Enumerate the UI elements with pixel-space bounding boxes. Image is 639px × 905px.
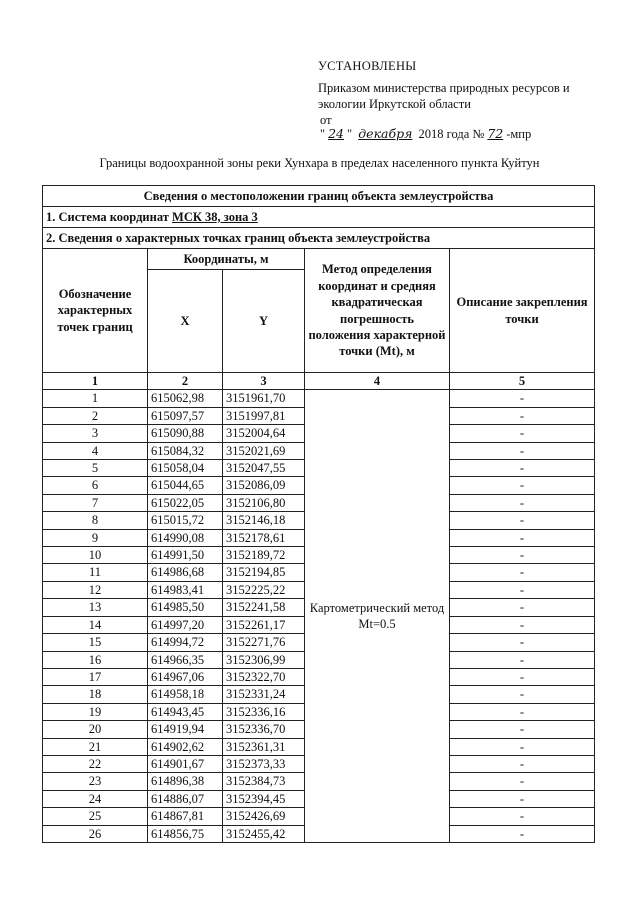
point-number-cell: 12 (43, 581, 148, 598)
approval-number: 72 (487, 126, 504, 141)
point-number-cell: 4 (43, 442, 148, 459)
point-number-cell: 8 (43, 512, 148, 529)
point-number-cell: 1 (43, 390, 148, 407)
y-coordinate-cell: 3152373,33 (223, 755, 305, 772)
table-row (43, 390, 595, 407)
col-number: 3 (223, 373, 305, 390)
y-coordinate-cell: 3152261,17 (223, 616, 305, 633)
col-number: 1 (43, 373, 148, 390)
x-coordinate-cell: 614919,94 (148, 721, 223, 738)
point-number-cell: 19 (43, 703, 148, 720)
fixation-description-cell: - (450, 686, 595, 703)
x-coordinate-cell: 614901,67 (148, 755, 223, 772)
fixation-description-cell: - (450, 651, 595, 668)
col-header-point: Обозначение характерных точек границ (43, 249, 148, 373)
table-title: Сведения о местоположении границ объекта землеустройства (43, 186, 595, 207)
x-coordinate-cell: 614896,38 (148, 773, 223, 790)
y-coordinate-cell: 3152384,73 (223, 773, 305, 790)
x-coordinate-cell: 614986,68 (148, 564, 223, 581)
col-number: 2 (148, 373, 223, 390)
x-coordinate-cell: 615044,65 (148, 477, 223, 494)
column-numbers-row (43, 373, 595, 390)
x-coordinate-cell: 614966,35 (148, 651, 223, 668)
approval-block (318, 58, 618, 141)
fixation-description-cell: - (450, 825, 595, 842)
y-coordinate-cell: 3152004,64 (223, 425, 305, 442)
fixation-description-cell: - (450, 547, 595, 564)
coordinate-system-prefix: 1. Система координат (46, 209, 173, 224)
point-number-cell: 2 (43, 407, 148, 424)
y-coordinate-cell: 3152336,70 (223, 721, 305, 738)
order-line-2: экологии Иркутской области (318, 97, 471, 111)
x-coordinate-cell: 614856,75 (148, 825, 223, 842)
col-header-x: X (148, 270, 223, 373)
point-number-cell: 9 (43, 529, 148, 546)
x-coordinate-cell: 615090,88 (148, 425, 223, 442)
y-coordinate-cell: 3152086,09 (223, 477, 305, 494)
y-coordinate-cell: 3152336,16 (223, 703, 305, 720)
approval-title: УСТАНОВЛЕНЫ (318, 59, 417, 73)
col-number: 5 (450, 373, 595, 390)
point-number-cell: 20 (43, 721, 148, 738)
point-number-cell: 24 (43, 790, 148, 807)
col-header-y: Y (223, 270, 305, 373)
x-coordinate-cell: 615062,98 (148, 390, 223, 407)
point-number-cell: 5 (43, 460, 148, 477)
fixation-description-cell: - (450, 564, 595, 581)
point-number-cell: 18 (43, 686, 148, 703)
point-number-cell: 10 (43, 547, 148, 564)
approval-year: 2018 года № (418, 127, 485, 141)
coordinate-system-row (43, 207, 595, 228)
point-number-cell: 17 (43, 668, 148, 685)
y-coordinate-cell: 3152271,76 (223, 634, 305, 651)
fixation-description-cell: - (450, 808, 595, 825)
fixation-description-cell: - (450, 581, 595, 598)
coordinate-system-name: МСК 38, зона 3 (172, 209, 258, 224)
fixation-description-cell: - (450, 738, 595, 755)
x-coordinate-cell: 614990,08 (148, 529, 223, 546)
y-coordinate-cell: 3152178,61 (223, 529, 305, 546)
col-number: 4 (305, 373, 450, 390)
y-coordinate-cell: 3152426,69 (223, 808, 305, 825)
x-coordinate-cell: 615015,72 (148, 512, 223, 529)
y-coordinate-cell: 3152306,99 (223, 651, 305, 668)
point-number-cell: 7 (43, 494, 148, 511)
col-header-desc: Описание закрепления точки (450, 249, 595, 373)
x-coordinate-cell: 614994,72 (148, 634, 223, 651)
y-coordinate-cell: 3152189,72 (223, 547, 305, 564)
x-coordinate-cell: 615084,32 (148, 442, 223, 459)
x-coordinate-cell: 614958,18 (148, 686, 223, 703)
point-number-cell: 22 (43, 755, 148, 772)
order-line-1: Приказом министерства природных ресурсов и (318, 81, 570, 95)
fixation-description-cell: - (450, 442, 595, 459)
fixation-description-cell: - (450, 390, 595, 407)
point-number-cell: 14 (43, 616, 148, 633)
fixation-description-cell: - (450, 477, 595, 494)
x-coordinate-cell: 614983,41 (148, 581, 223, 598)
fixation-description-cell: - (450, 599, 595, 616)
fixation-description-cell: - (450, 425, 595, 442)
point-number-cell: 26 (43, 825, 148, 842)
fixation-description-cell: - (450, 755, 595, 772)
x-coordinate-cell: 614967,06 (148, 668, 223, 685)
fixation-description-cell: - (450, 616, 595, 633)
y-coordinate-cell: 3152455,42 (223, 825, 305, 842)
point-number-cell: 16 (43, 651, 148, 668)
y-coordinate-cell: 3152241,58 (223, 599, 305, 616)
point-number-cell: 13 (43, 599, 148, 616)
document-title: Границы водоохранной зоны реки Хунхара в пределах населенного пункта Куйтун (99, 156, 540, 170)
y-coordinate-cell: 3152194,85 (223, 564, 305, 581)
point-number-cell: 6 (43, 477, 148, 494)
y-coordinate-cell: 3152146,18 (223, 512, 305, 529)
x-coordinate-cell: 615022,05 (148, 494, 223, 511)
fixation-description-cell: - (450, 773, 595, 790)
x-coordinate-cell: 614902,62 (148, 738, 223, 755)
ot-label: от (320, 113, 332, 127)
fixation-description-cell: - (450, 668, 595, 685)
x-coordinate-cell: 614985,50 (148, 599, 223, 616)
points-section-title: 2. Сведения о характерных точках границ объекта землеустройства (43, 228, 595, 249)
x-coordinate-cell: 615097,57 (148, 407, 223, 424)
fixation-description-cell: - (450, 634, 595, 651)
y-coordinate-cell: 3152021,69 (223, 442, 305, 459)
x-coordinate-cell: 614997,20 (148, 616, 223, 633)
x-coordinate-cell: 614886,07 (148, 790, 223, 807)
x-coordinate-cell: 614991,50 (148, 547, 223, 564)
approval-suffix: -мпр (506, 127, 532, 141)
approval-date-row (318, 112, 618, 141)
y-coordinate-cell: 3152331,24 (223, 686, 305, 703)
y-coordinate-cell: 3152047,55 (223, 460, 305, 477)
point-number-cell: 25 (43, 808, 148, 825)
y-coordinate-cell: 3152322,70 (223, 668, 305, 685)
y-coordinate-cell: 3151961,70 (223, 390, 305, 407)
y-coordinate-cell: 3152394,45 (223, 790, 305, 807)
y-coordinate-cell: 3152225,22 (223, 581, 305, 598)
fixation-description-cell: - (450, 703, 595, 720)
y-coordinate-cell: 3151997,81 (223, 407, 305, 424)
fixation-description-cell: - (450, 494, 595, 511)
x-coordinate-cell: 614943,45 (148, 703, 223, 720)
method-cell: Картометрический метод Mt=0.5 (305, 390, 450, 843)
fixation-description-cell: - (450, 721, 595, 738)
y-coordinate-cell: 3152106,80 (223, 494, 305, 511)
approval-month: декабря (358, 126, 413, 141)
x-coordinate-cell: 614867,81 (148, 808, 223, 825)
fixation-description-cell: - (450, 512, 595, 529)
x-coordinate-cell: 615058,04 (148, 460, 223, 477)
fixation-description-cell: - (450, 460, 595, 477)
col-header-coords: Координаты, м (148, 249, 305, 270)
y-coordinate-cell: 3152361,31 (223, 738, 305, 755)
point-number-cell: 21 (43, 738, 148, 755)
point-number-cell: 11 (43, 564, 148, 581)
point-number-cell: 15 (43, 634, 148, 651)
col-header-method: Метод определения координат и средняя квадратическая погрешность положения характерной точки (Mt), м (305, 249, 450, 373)
approval-day: 24 (328, 126, 345, 141)
fixation-description-cell: - (450, 529, 595, 546)
point-number-cell: 3 (43, 425, 148, 442)
approval-date: " 24 " декабря 2018 года № 72 -мпр (320, 126, 532, 141)
point-number-cell: 23 (43, 773, 148, 790)
fixation-description-cell: - (450, 790, 595, 807)
fixation-description-cell: - (450, 407, 595, 424)
boundary-points-table (42, 185, 595, 843)
